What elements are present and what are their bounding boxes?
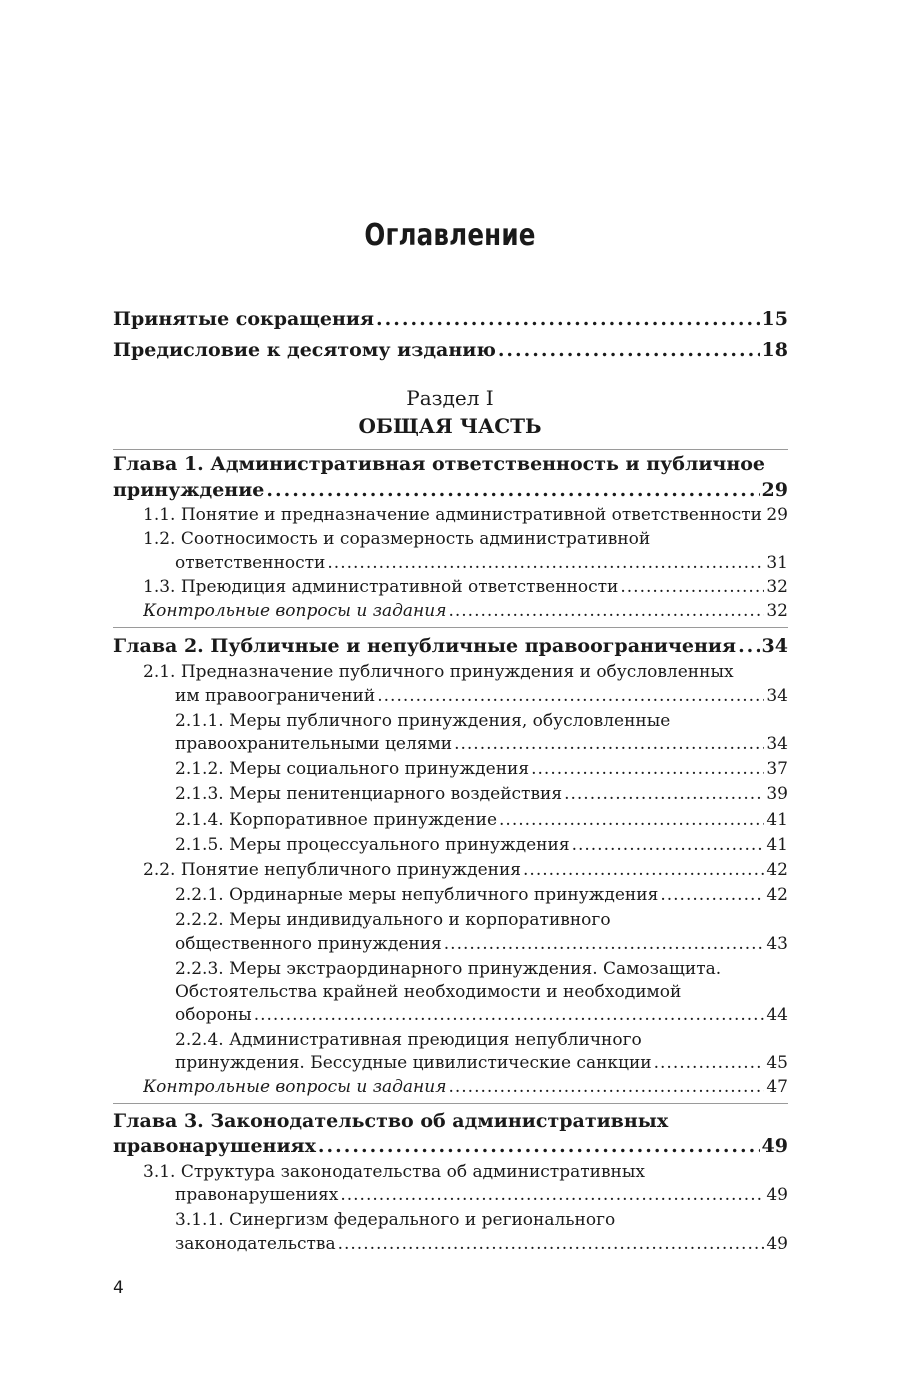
toc-entry-2-1-line1[interactable]: 2.1. Предназначение публичного принуждения и обусловленных [143,662,734,682]
toc-page-number: 42 [766,885,788,905]
toc-page-number: 49 [766,1185,788,1205]
toc-entry-text: правоохранительными целями [175,734,453,754]
toc-page-number: 31 [766,553,788,573]
toc-entry-text: им правоограничений [175,686,376,706]
toc-entry-text: 2.1.3. Меры пенитенциарного воздействия [175,784,563,804]
section-label: Раздел I [406,386,494,410]
toc-entry-2-1-5[interactable] [175,833,788,857]
dot-leader [318,1133,760,1159]
toc-entry-text: законодательства [175,1234,336,1254]
section-name-text: ОБЩАЯ ЧАСТЬ [358,414,542,438]
dot-leader [376,306,760,332]
toc-page-number: 34 [766,734,788,754]
toc-entry-text: Принятые сокращения [113,308,375,330]
toc-entry-3-1-line1[interactable]: 3.1. Структура законодательства об административных [143,1162,645,1182]
toc-entry-2-1-2[interactable] [175,757,788,781]
toc-entry-2-2-3-line2[interactable]: Обстоятельства крайней необходимости и необходимой [175,982,682,1002]
divider [113,627,788,628]
toc-entry-text: принуждения. Бессудные цивилистические санкции [175,1053,652,1073]
toc-page-number: 39 [766,784,788,804]
toc-page-number: 49 [761,1135,788,1157]
toc-page-number: 49 [766,1234,788,1254]
toc-entry-text: 2.1.2. Меры социального принуждения [175,759,530,779]
toc-page-number: 47 [766,1077,788,1097]
toc-entry-text: 2.1.5. Меры процессуального принуждения [175,835,570,855]
dot-leader [444,932,765,956]
toc-entry-text: 1.3. Преюдиция административной ответственности [143,577,619,597]
dot-leader [531,757,764,781]
toc-entry-text: 2.2. Понятие непубличного принуждения [143,860,522,880]
dot-leader [448,599,764,623]
dot-leader [660,883,764,907]
toc-entry-2-2-1[interactable] [175,883,788,907]
toc-entry-2-1-3[interactable] [175,782,788,806]
toc-entry-text: правонарушениях [113,1135,316,1157]
toc-entry-2-2-3[interactable] [175,1003,788,1027]
toc-entry-3-1-1[interactable] [175,1232,788,1256]
toc-page-number: 37 [766,759,788,779]
dot-leader [523,858,764,882]
toc-entry-2-2-2-line1[interactable]: 2.2.2. Меры индивидуального и корпоративного [175,910,611,930]
toc-entry-1-2-line1[interactable]: 1.2. Соотносимость и соразмерность административной [143,529,651,549]
toc-entry-2-2-4[interactable] [175,1051,788,1075]
toc-entry-text: правонарушениях [175,1185,339,1205]
toc-entry-text: 1.1. Понятие и предназначение административной ответственности [143,505,763,525]
toc-entry-1-3[interactable] [143,575,788,599]
toc-entry-chapter-3[interactable] [113,1133,788,1159]
toc-entry-3-1-1-line1[interactable]: 3.1.1. Синергизм федерального и регионального [175,1210,616,1230]
dot-leader [377,684,764,708]
dot-leader [340,1183,764,1207]
dot-leader [448,1075,764,1099]
dot-leader [654,1051,765,1075]
toc-entry-2-1-1[interactable] [175,732,788,756]
toc-page-number: 41 [766,810,788,830]
toc-entry-chapter-1[interactable] [113,477,788,503]
toc-page-number: 41 [766,835,788,855]
toc-entry-chapter-2[interactable] [113,633,788,659]
toc-entry-1-1[interactable] [143,503,788,527]
toc-entry-3-1[interactable] [175,1183,788,1207]
section-name [0,412,900,440]
toc-entry-2-1-4[interactable] [175,808,788,832]
dot-leader [254,1003,765,1027]
page-title: Оглавление [364,218,536,253]
toc-entry-text: 2.2.1. Ординарные меры непубличного принуждения [175,885,659,905]
page-number: 4 [113,1278,124,1298]
toc-page-number: 42 [766,860,788,880]
toc-entry-text: принуждение [113,479,265,501]
toc-page-number: 43 [766,934,788,954]
toc-entry-2-questions[interactable] [143,1075,788,1099]
dot-leader [454,732,764,756]
toc-entry-2-1[interactable] [175,684,788,708]
toc-entry-2-2[interactable] [143,858,788,882]
toc-entry-text: Предисловие к десятому изданию [113,339,496,361]
toc-entry-text: Глава 2. Публичные и непубличные правоограничения [113,635,737,657]
toc-entry-text: общественного принуждения [175,934,442,954]
dot-leader [564,782,764,806]
divider [113,1103,788,1104]
toc-entry-text: Контрольные вопросы и задания [143,601,447,621]
toc-entry-2-2-4-line1[interactable]: 2.2.4. Административная преюдиция непубличного [175,1030,642,1050]
toc-entry-abbreviations[interactable] [113,306,788,332]
toc-page-number: 29 [766,505,788,525]
toc-entry-text: Контрольные вопросы и задания [143,1077,447,1097]
toc-page-number: 18 [761,339,788,361]
chapter-3-title-line1[interactable]: Глава 3. Законодательство об административных [113,1110,669,1132]
toc-entry-2-2-3-line1[interactable]: 2.2.3. Меры экстраординарного принуждения. Самозащита. [175,959,722,979]
toc-entry-preface[interactable] [113,337,788,363]
chapter-1-title-line1[interactable]: Глава 1. Административная ответственность и публичное [113,453,766,475]
dot-leader [338,1232,765,1256]
toc-page-number: 44 [766,1005,788,1025]
dot-leader [266,477,759,503]
dot-leader [499,808,764,832]
toc-entry-text: обороны [175,1005,252,1025]
toc-page-number: 29 [761,479,788,501]
toc-entry-2-2-2[interactable] [175,932,788,956]
toc-page-number: 34 [766,686,788,706]
dot-leader [620,575,764,599]
toc-page-number: 34 [761,635,788,657]
dot-leader [498,337,760,363]
toc-entry-text: ответственности [175,553,326,573]
toc-page-number: 32 [766,601,788,621]
toc-entry-text: 2.1.4. Корпоративное принуждение [175,810,498,830]
toc-entry-2-1-1-line1[interactable]: 2.1.1. Меры публичного принуждения, обусловленные [175,711,671,731]
toc-entry-1-questions[interactable] [143,599,788,623]
toc-page-number: 32 [766,577,788,597]
dot-leader [327,551,764,575]
toc-page-number: 45 [766,1053,788,1073]
divider [113,449,788,450]
dot-leader [738,633,759,659]
toc-page-number: 15 [761,308,788,330]
dot-leader [572,833,765,857]
toc-entry-1-2[interactable] [175,551,788,575]
